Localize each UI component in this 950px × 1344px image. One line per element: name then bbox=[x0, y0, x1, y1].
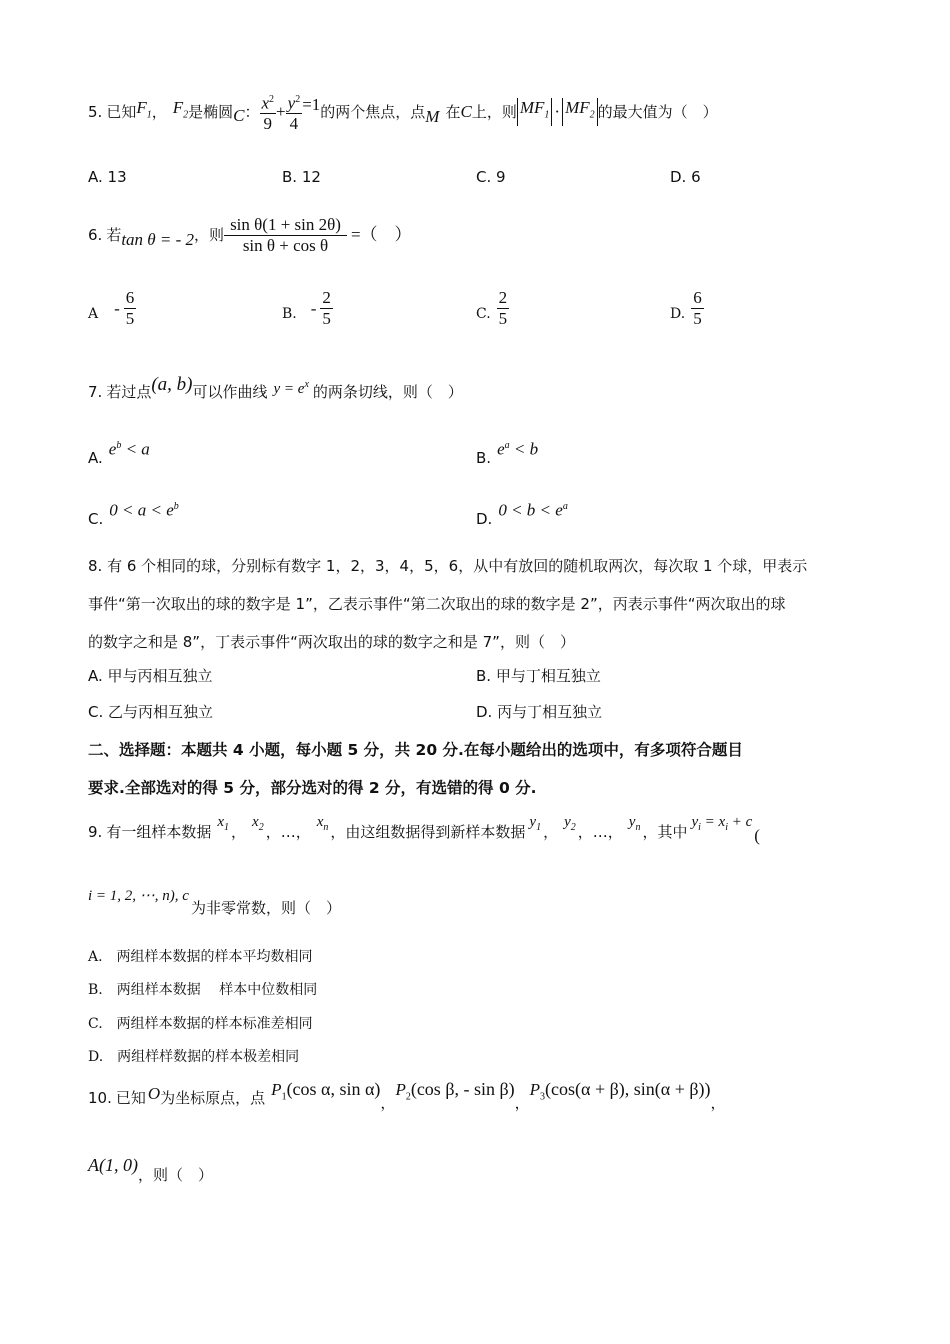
q5-sep: ， bbox=[151, 103, 167, 121]
q6-denominator: sin θ + cos θ bbox=[242, 235, 329, 255]
q9-y2: $y_2$ bbox=[564, 814, 576, 833]
q6-option-a[interactable]: A - $\frac{6}{5}$ bbox=[88, 288, 135, 328]
q7-intro: 若过点 bbox=[106, 383, 152, 401]
q10-origin: 为坐标原点，点 bbox=[160, 1089, 266, 1107]
q10-number: 10. bbox=[88, 1089, 112, 1107]
q9-x1: $x_1$ bbox=[217, 814, 229, 833]
q10-intro: 已知 bbox=[115, 1089, 146, 1107]
q5-c2: C bbox=[460, 102, 472, 121]
q8-option-a[interactable]: A. 甲与丙相互独立 bbox=[88, 667, 213, 685]
q7-tail: 的两条切线，则（ ） bbox=[312, 383, 463, 401]
q5-mf2: $MF_2$ bbox=[562, 98, 598, 125]
q9-paren: ( bbox=[754, 826, 760, 845]
q5-f2: $F_2$ bbox=[172, 98, 189, 121]
q6-option-c[interactable]: C. $\frac{2}{5}$ bbox=[476, 288, 508, 328]
q5-eq1: =1 bbox=[302, 95, 321, 114]
q9-where: ，其中 bbox=[642, 823, 688, 841]
q5-c: C bbox=[233, 106, 245, 125]
q6-then: ，则 bbox=[194, 226, 225, 244]
q9-option-a[interactable]: A. 两组样本数据的样本平均数相同 bbox=[88, 949, 313, 965]
q6-equals: =（ ） bbox=[350, 225, 412, 244]
q9-option-c[interactable]: C. 两组样本数据的样本标准差相同 bbox=[88, 1016, 313, 1032]
q7-option-d[interactable]: D. $0 < b < e^a$ bbox=[476, 500, 568, 528]
section-2-heading-line-2: 要求.全部选对的得 5 分，部分选对的得 2 分，有选错的得 0 分. bbox=[88, 779, 537, 797]
q5-x-fraction: $\frac{x^2}{9}$ bbox=[260, 90, 277, 135]
q5-y-fraction: $\frac{y^2}{4}$ bbox=[286, 90, 303, 135]
q7-point: (a, b) bbox=[151, 374, 193, 395]
q9-yn: $y_n$ bbox=[628, 814, 641, 833]
q7-option-a[interactable]: A. $e^b < a$ bbox=[88, 439, 150, 467]
q9-option-b[interactable]: B. 两组样本数据 样本中位数相同 bbox=[88, 982, 318, 998]
q10-o: O bbox=[147, 1084, 161, 1103]
q5-option-b[interactable]: B. 12 bbox=[282, 168, 321, 186]
q6-option-b[interactable]: B. - $\frac{2}{5}$ bbox=[282, 288, 331, 328]
q8-line-2: 事件“第一次取出的球的数字是 1”，乙表示事件“第二次取出的球的数字是 2”，丙表示事件“两次取出的球 bbox=[88, 595, 786, 613]
q9-formula: $y_i = x_i + c$ bbox=[691, 814, 753, 833]
q8-option-d[interactable]: D. 丙与丁相互独立 bbox=[476, 703, 603, 721]
q9-y1: $y_1$ bbox=[529, 814, 542, 833]
q6-number: 6. bbox=[88, 226, 103, 244]
q9-intro: 有一组样本数据 bbox=[106, 823, 212, 841]
q9-x2: $x_2$ bbox=[252, 814, 264, 833]
q9-line2-text: 为非零常数，则（ ） bbox=[190, 899, 341, 917]
q6-option-d[interactable]: D. $\frac{6}{5}$ bbox=[670, 288, 702, 328]
q10-p3: $P_3(\cos(\alpha + \beta)$, sin(α + β)) bbox=[529, 1078, 711, 1103]
q5-max-is: 的最大值为（ ） bbox=[597, 103, 718, 121]
q7-mid: 可以作曲线 bbox=[192, 383, 268, 401]
q5-dot: · bbox=[554, 102, 561, 121]
q10-a-point: A(1, 0) bbox=[88, 1155, 138, 1175]
q7-number: 7. bbox=[88, 383, 103, 401]
q6-fraction bbox=[224, 215, 347, 256]
q6-if: 若 bbox=[106, 226, 122, 244]
q10-tail: ，则（ ） bbox=[137, 1166, 213, 1184]
q5-up-then: 上，则 bbox=[471, 103, 517, 121]
q5-m: M bbox=[425, 107, 440, 126]
q9-stem-line-2 bbox=[88, 882, 341, 922]
q9-line2-math: i = 1, 2, ⋯, n), c bbox=[88, 888, 189, 904]
q5-on: 在 bbox=[445, 103, 461, 121]
q7-option-b[interactable]: B. $e^a < b$ bbox=[476, 439, 539, 467]
q5-is-ellipse: 是椭圆 bbox=[188, 103, 234, 121]
section-2-heading-line-1: 二、选择题：本题共 4 小题，每小题 5 分，共 20 分.在每小题给出的选项中，有多项符合题目 bbox=[88, 741, 743, 759]
q7-stem bbox=[88, 372, 463, 412]
q8-option-c[interactable]: C. 乙与丙相互独立 bbox=[88, 703, 214, 721]
q5-colon: ： bbox=[244, 103, 260, 121]
q5-two-foci: 的两个焦点，点 bbox=[320, 103, 426, 121]
q5-option-c[interactable]: C. 9 bbox=[476, 168, 506, 186]
q9-option-d[interactable]: D. 两组样样数据的样本极差相同 bbox=[88, 1049, 300, 1065]
q5-f1: $F_1$ bbox=[136, 98, 152, 121]
q8-line-1: 8. 有 6 个相同的球，分别标有数字 1，2，3，4，5，6，从中有放回的随机取两次，每次取 1 个球，甲表示 bbox=[88, 557, 808, 575]
q6-tan: tan θ = - 2 bbox=[121, 230, 195, 249]
q6-stem bbox=[88, 200, 412, 270]
q9-stem: 9. 有一组样本数据 $x_1$ ， $x_2$ ，…， $x_n$ ，由这组数据得到新样本数据 $y_1$ ， $y_2$ ，…， $y_n$ ，其中 $y_i = x_i + c$ ( bbox=[88, 814, 760, 845]
q5-number: 5. bbox=[88, 103, 103, 121]
q10-stem-line-2 bbox=[88, 1150, 213, 1190]
q10-stem: 10. 已知 O 为坐标原点，点 $P_1(\cos$ α, sin α) ， $P_2(\cos$ β, - sin β) ， $P_3(\cos(\alpha + \beta)$, sin(α + β)) ， bbox=[88, 1078, 726, 1112]
q5-option-a[interactable]: A. 13 bbox=[88, 168, 127, 186]
q5-stem bbox=[88, 82, 718, 142]
q5-option-d[interactable]: D. 6 bbox=[670, 168, 701, 186]
q5-plus: + bbox=[276, 102, 286, 121]
q7-option-c[interactable]: C. $0 < a < e^b$ bbox=[88, 500, 179, 528]
q10-p1: $P_1(\cos$ α, sin α) bbox=[271, 1078, 381, 1103]
q9-mid: ，由这组数据得到新样本数据 bbox=[330, 823, 526, 841]
q8-line-3: 的数字之和是 8”，丁表示事件“两次取出的球的数字之和是 7”，则（ ） bbox=[88, 633, 575, 651]
q5-mf1: $MF_1$ bbox=[517, 98, 553, 125]
q10-p2: $P_2(\cos$ β, - sin β) bbox=[395, 1078, 515, 1103]
q5-intro: 已知 bbox=[106, 103, 137, 121]
q7-curve: $y = e^x$ bbox=[273, 379, 309, 397]
q8-option-b[interactable]: B. 甲与丁相互独立 bbox=[476, 667, 601, 685]
q6-numerator: sin θ(1 + sin 2θ) bbox=[224, 215, 347, 236]
q9-xn: $x_n$ bbox=[316, 814, 329, 833]
q9-number: 9. bbox=[88, 823, 103, 841]
